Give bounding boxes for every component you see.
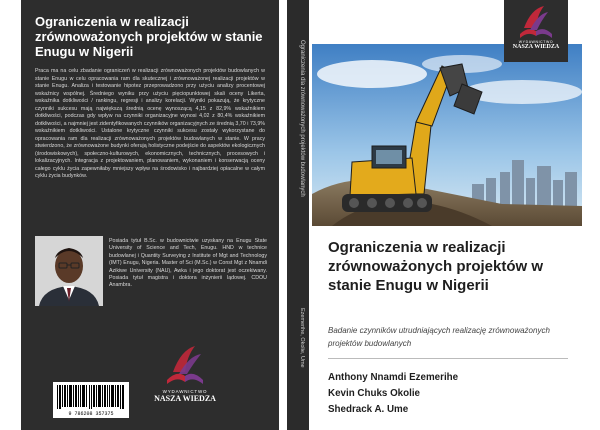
front-cover-subtitle: Badanie czynników utrudniających realizację zrównoważonych projektów budowlanych bbox=[328, 326, 550, 348]
front-logo-panel bbox=[504, 0, 568, 62]
book-logo-icon bbox=[504, 0, 568, 40]
front-cover bbox=[312, 0, 582, 430]
back-publisher-name: NASZA WIEDZA bbox=[154, 394, 216, 403]
spine-title: Ograniczenia dla zrównoważonych projektów budowlanych bbox=[299, 40, 305, 197]
author-bio: Posiada tytuł B.Sc. w budownictwie uzyskany na Enugu State University of Science and Tech, Enugu. HND w technice budowlanej i Quantity Surveying z Institute of Mgt and Technology (IMT) Enugu, Nigeria. Master of Sci (M.Sc.) w Const Mgt z Nnamdi Azikiwe University (NAU), Awka i jego doktorat jest oczekiwany. Posiada tytuł magistra i doktora inżynierii lądowej. CDOU Anambra. bbox=[109, 238, 267, 289]
barcode-number: 9 786208 357375 bbox=[68, 411, 114, 417]
back-cover-title: Ograniczenia w realizacji zrównoważonych projektów w stanie Enugu w Nigerii bbox=[35, 14, 263, 59]
book-logo-icon bbox=[155, 342, 215, 386]
front-publisher-name: NASZA WIEDZA bbox=[512, 44, 560, 50]
spine-authors: Ezemerihe, Okolie, Ume bbox=[299, 308, 305, 368]
back-publisher-logo-text bbox=[137, 389, 233, 403]
back-cover bbox=[21, 0, 279, 430]
back-publisher-small: WYDAWNICTWO bbox=[162, 389, 208, 394]
back-cover-blurb: Praca ma na celu zbadanie ograniczeń w realizacji zrównoważonych projektów budowlanych w stanie Enugu w celu opracowania ram dla skutecznej i zrównoważonej realizacji projektów w stanie Enugu. Analiza i testowanie hipotez przeprowadzono przy użyciu analizy procentowej wskaźnicy wspólnej. Średniego wyniku przy użyciu pięciopunktowej skali oceny Likerta, wskaźnika dotkliwości / rankingu, regresji i analizy korelacji. Wyniki pokazują, że krytyczne czynniki sukcesu mają największą średnią ocenę wynoszącą 4,15 z 82,9% wskaźnikiem dotkliwości, podczas gdy wpływ na czynniki organizacyjne wynosi 4,02 z 80,4% wskaźnikiem dotkliwości, a najmniej jest zidentyfikowanych czynników organizacyjnych ze średnią 3,70 i 73,9% wskaźnikiem dotkliwości. Ustalone krytyczne czynniki sukcesu zostały wykorzystane do opracowania ram dla realizacji zrównoważonych projektów budowlanych w stanie. W pracy stwierdzono, że zrównoważone budynki oferują holistyczne podejście do aspektów ekologicznych (środowiskowych), społeczno-kulturowych, ekonomicznych, technicznych, procesowych i lokalizacyjnych. Integracja z projektowaniem, planowaniem, wykonaniem i konserwacją oceny całego cyklu życia zapewniłaby mniejszy wpływ na środowisko i najbardziej opłacalne w całym cyklu życia budynków. bbox=[35, 68, 265, 179]
author-name: Anthony Nnamdi Ezemerihe bbox=[328, 372, 459, 383]
divider bbox=[328, 358, 568, 359]
front-publisher-small: WYDAWNICTWO bbox=[518, 40, 554, 44]
author-name: Kevin Chuks Okolie bbox=[328, 388, 421, 399]
author-portrait bbox=[35, 236, 103, 306]
front-cover-authors bbox=[328, 370, 573, 418]
author-name: Shedrack A. Ume bbox=[328, 404, 409, 415]
book-spine bbox=[287, 0, 309, 430]
barcode-icon bbox=[53, 382, 129, 418]
front-cover-title: Ograniczenia w realizacji zrównoważonych projektów w stanie Enugu w Nigerii bbox=[328, 239, 544, 294]
excavator-photo bbox=[312, 44, 582, 226]
front-publisher-logo-text bbox=[504, 40, 568, 50]
